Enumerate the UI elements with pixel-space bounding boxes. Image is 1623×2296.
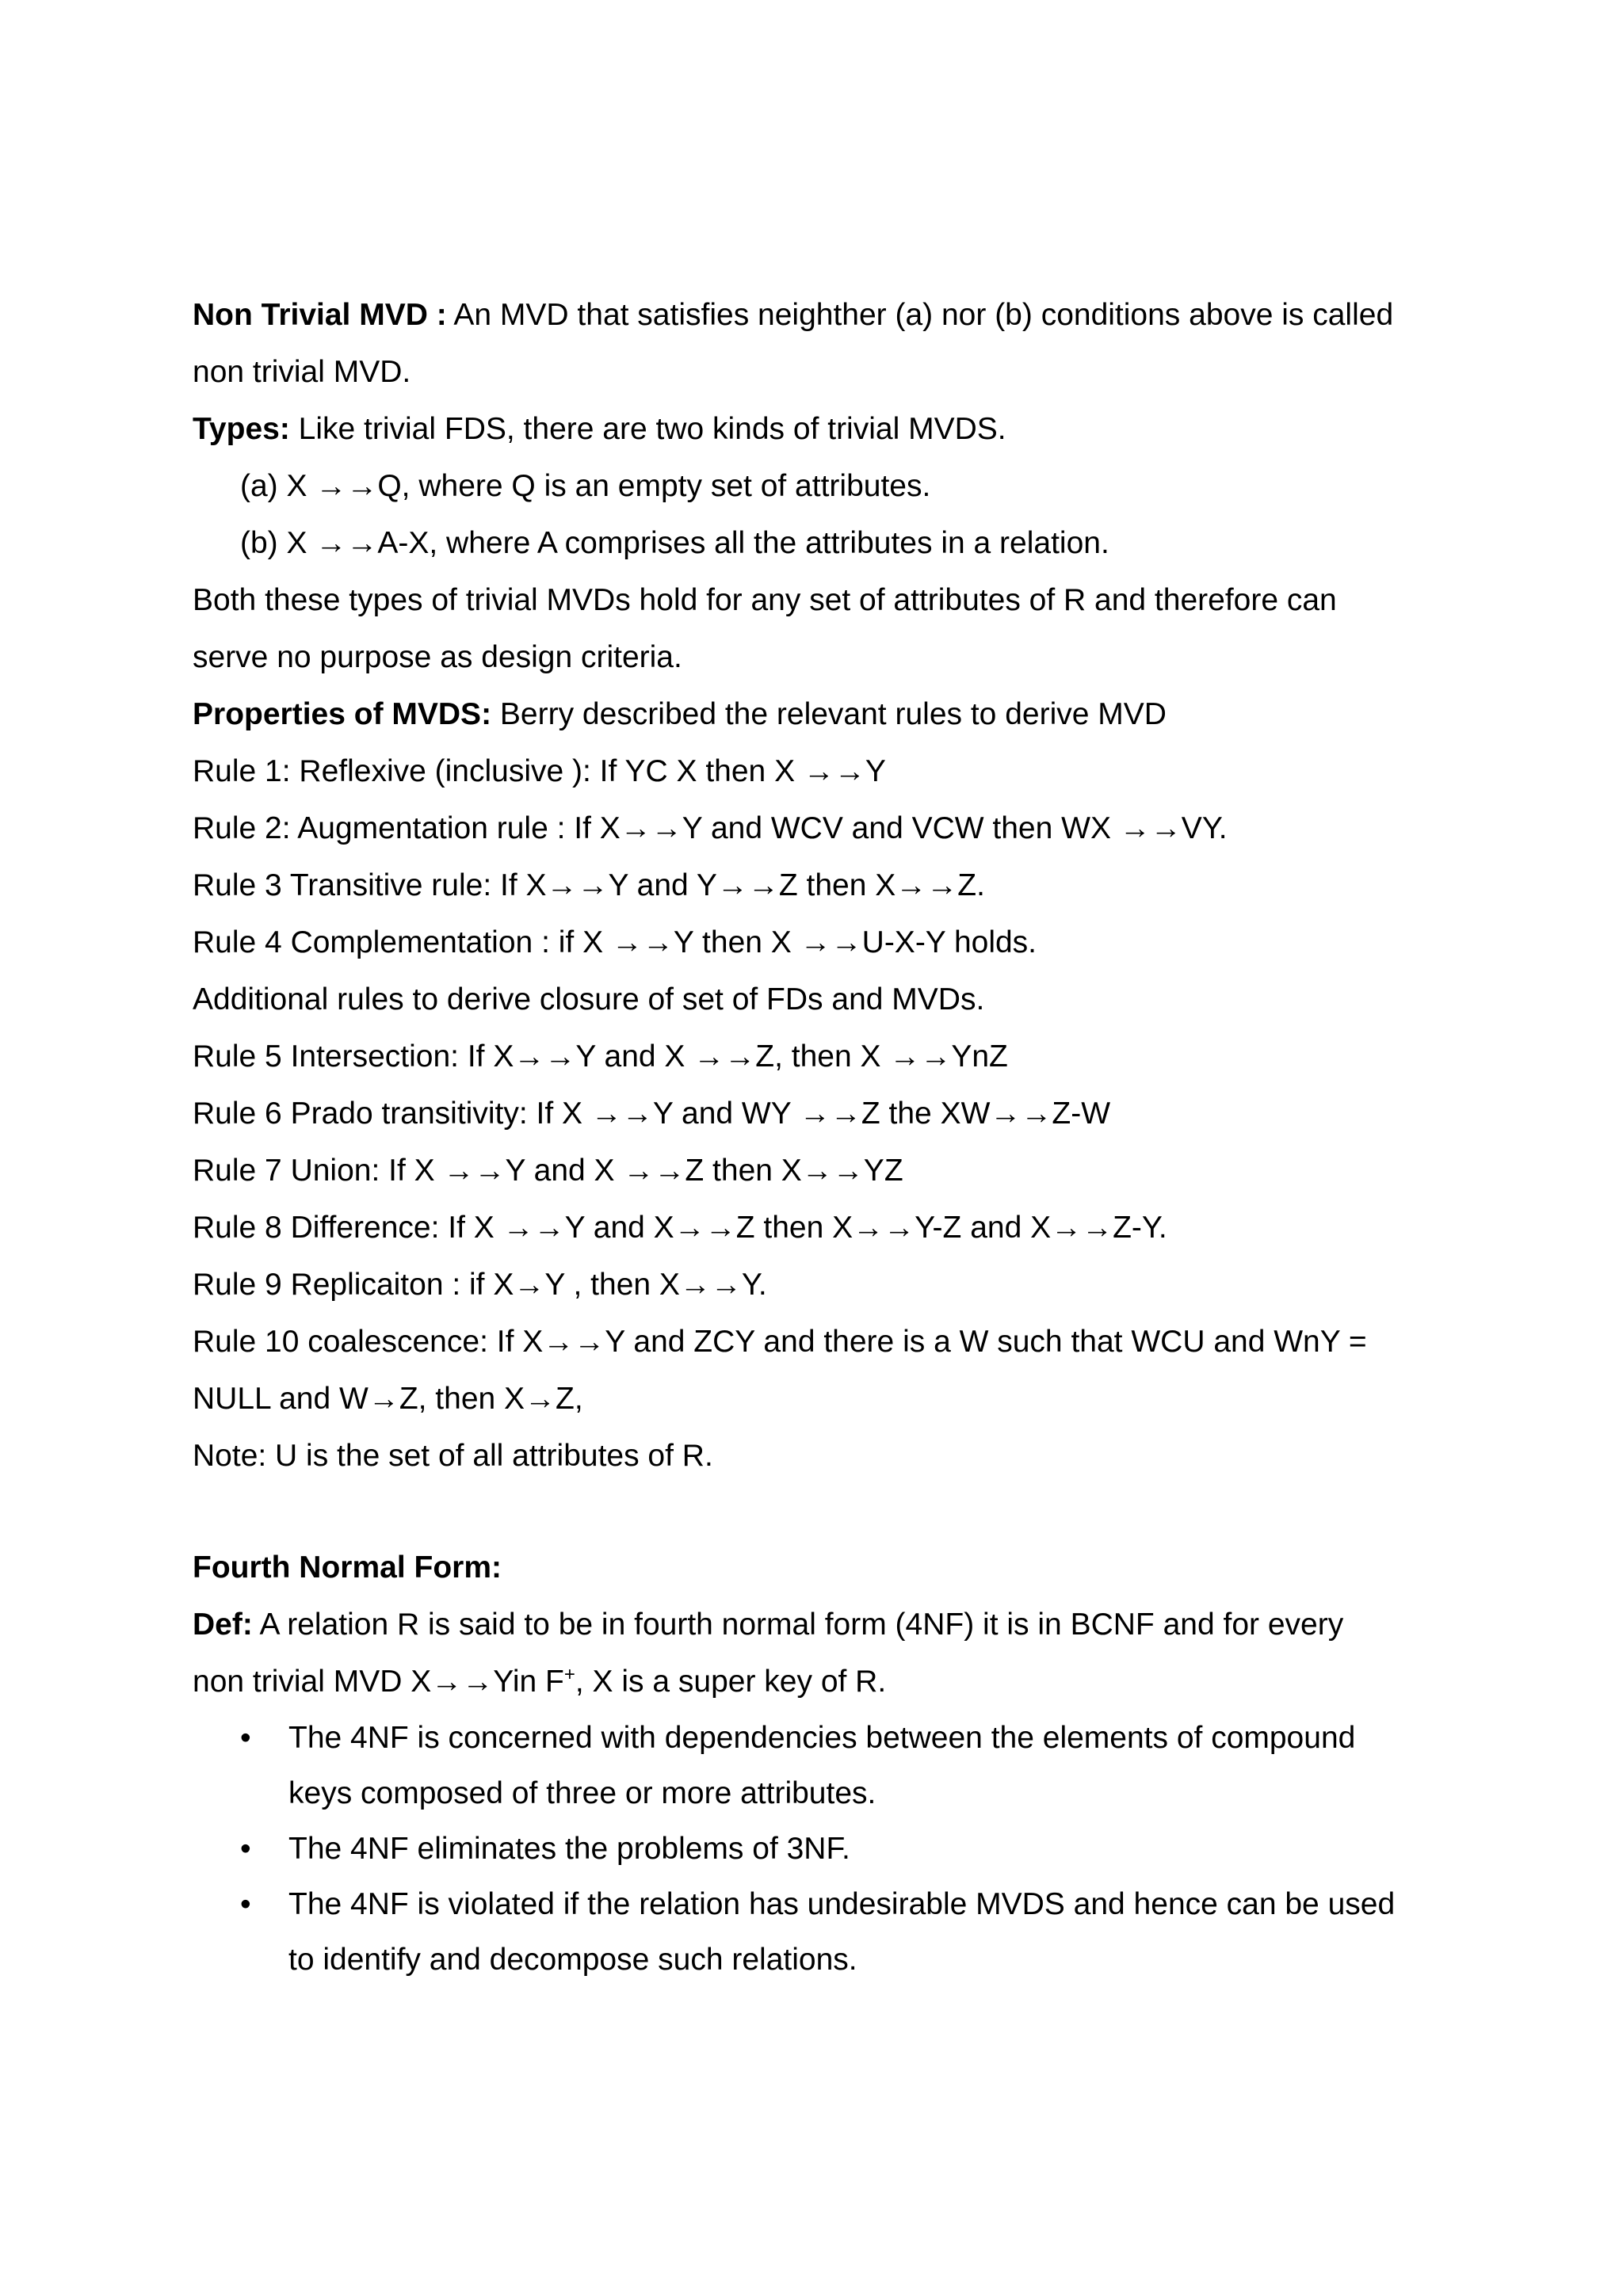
nontrivial-definition-line2: non trivial MVD. xyxy=(193,355,411,389)
rule-10-line1: Rule 10 coalescence: If X→→Y and ZCY and there is a W such that WCU and WnY = xyxy=(193,1325,1367,1359)
additional-rules-line: Additional rules to derive closure of set of FDs and MVDs. xyxy=(193,982,985,1016)
properties-term: Properties of MVDS: xyxy=(193,697,492,731)
rule-5: Rule 5 Intersection: If X→→Y and X →→Z, then X →→YnZ xyxy=(193,1039,1008,1074)
rule-8: Rule 8 Difference: If X →→Y and X→→Z then X→→Y-Z and X→→Z-Y. xyxy=(193,1211,1167,1245)
properties-line xyxy=(193,686,1461,743)
bullet-icon: • xyxy=(240,1721,251,1755)
bullet-item-line1: The 4NF eliminates the problems of 3NF. xyxy=(288,1832,850,1866)
rule-2: Rule 2: Augmentation rule : If X→→Y and WCV and VCW then WX →→VY. xyxy=(193,811,1228,845)
bullet-item-line1: The 4NF is violated if the relation has undesirable MVDS and hence can be used xyxy=(288,1887,1396,1921)
rule-4: Rule 4 Complementation : if X →→Y then X →→U-X-Y holds. xyxy=(193,925,1037,959)
types-item-a: (a) X →→Q, where Q is an empty set of attributes. xyxy=(240,469,931,503)
def-line2-pre: non trivial MVD X→→Yin F xyxy=(193,1665,564,1699)
rule-10-line2: NULL and W→Z, then X→Z, xyxy=(193,1382,583,1416)
properties-text: Berry described the relevant rules to derive MVD xyxy=(491,697,1167,731)
rule-1: Rule 1: Reflexive (inclusive ): If YC X then X →→Y xyxy=(193,754,886,788)
types-item-b: (b) X →→A-X, where A comprises all the attributes in a relation. xyxy=(240,526,1109,560)
nontrivial-definition-line1 xyxy=(193,287,1461,344)
fourth-nf-heading-text: Fourth Normal Form: xyxy=(193,1550,502,1585)
note-line: Note: U is the set of all attributes of R. xyxy=(193,1439,713,1473)
types-term: Types: xyxy=(193,412,290,446)
fourth-nf-heading xyxy=(193,1539,1461,1596)
bullet-item-line2: keys composed of three or more attributes. xyxy=(288,1776,876,1810)
document-body xyxy=(193,287,1461,1988)
fourth-nf-def-line1 xyxy=(193,1596,1461,1653)
both-types-line1: Both these types of trivial MVDs hold for any set of attributes of R and therefore can xyxy=(193,583,1337,617)
def-line2-superscript: + xyxy=(563,1664,575,1685)
types-text: Like trivial FDS, there are two kinds of trivial MVDS. xyxy=(289,412,1006,446)
bullet-icon: • xyxy=(240,1887,251,1921)
rule-6: Rule 6 Prado transitivity: If X →→Y and WY →→Z the XW→→Z-W xyxy=(193,1097,1111,1131)
types-line xyxy=(193,401,1461,458)
bullet-item xyxy=(193,1821,1461,1877)
section-spacer xyxy=(193,1485,1461,1539)
def-term: Def: xyxy=(193,1608,253,1642)
def-line2-post: , X is a super key of R. xyxy=(575,1665,887,1699)
def-text: A relation R is said to be in fourth normal form (4NF) it is in BCNF and for every xyxy=(252,1608,1344,1642)
rule-9: Rule 9 Replicaiton : if X→Y , then X→→Y. xyxy=(193,1268,767,1302)
fourth-nf-def-line2 xyxy=(193,1653,1461,1711)
bullet-item-line2: to identify and decompose such relations. xyxy=(288,1943,857,1977)
bullet-icon: • xyxy=(240,1832,251,1866)
nontrivial-term: Non Trivial MVD : xyxy=(193,298,447,332)
bullet-item-line1: The 4NF is concerned with dependencies between the elements of compound xyxy=(288,1721,1356,1755)
bullet-item xyxy=(193,1711,1461,1821)
both-types-line2: serve no purpose as design criteria. xyxy=(193,640,682,674)
bullet-item xyxy=(193,1877,1461,1988)
fourth-nf-bullet-list xyxy=(193,1711,1461,1988)
rule-7: Rule 7 Union: If X →→Y and X →→Z then X→→YZ xyxy=(193,1154,903,1188)
rule-3: Rule 3 Transitive rule: If X→→Y and Y→→Z then X→→Z. xyxy=(193,868,985,902)
nontrivial-text: An MVD that satisfies neighther (a) nor (b) conditions above is called xyxy=(446,298,1394,332)
